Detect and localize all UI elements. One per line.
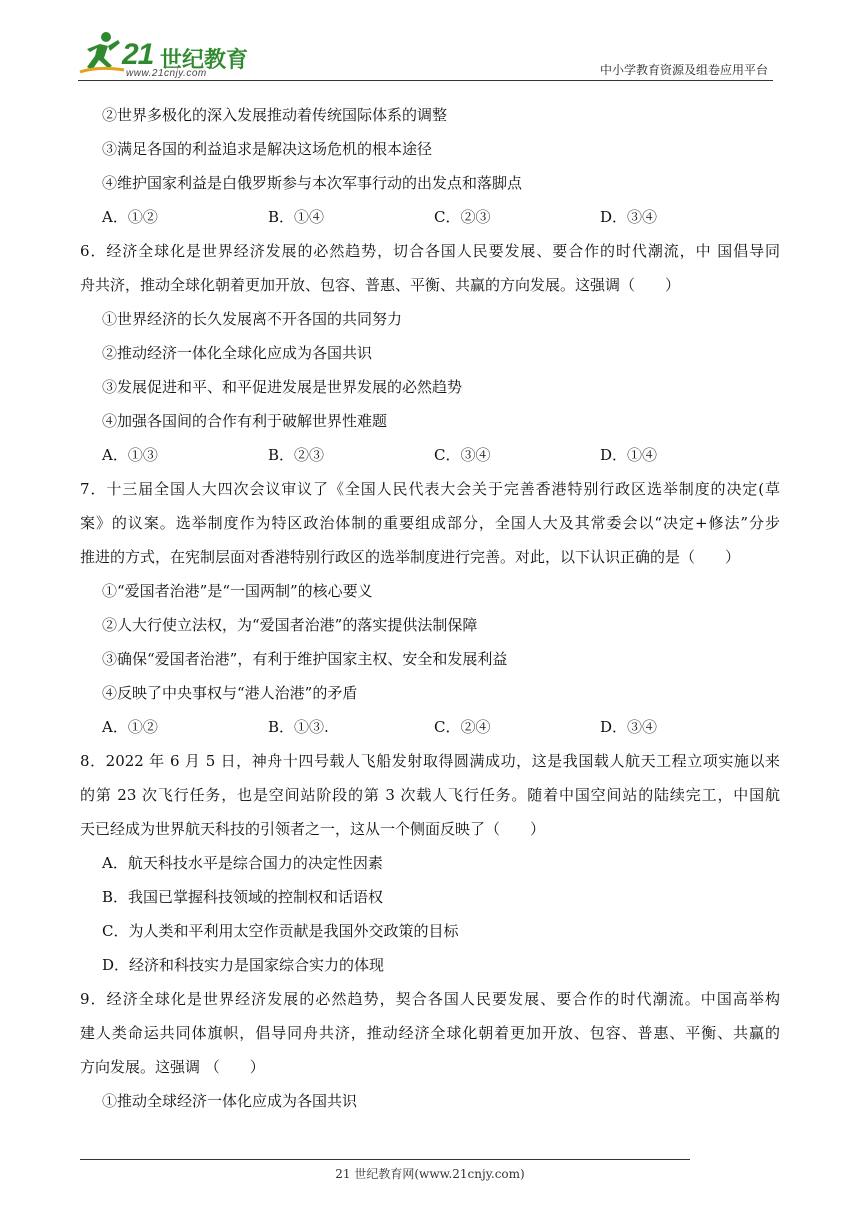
choice-a: A．①②: [102, 718, 158, 736]
option-line: ②人大行使立法权，为“爱国者治港”的落实提供法制保障: [102, 616, 478, 634]
question-7-line: 案》的议案。选举制度作为特区政治体制的重要组成部分，全国人大及其常委会以“决定+修法”分步: [80, 514, 780, 532]
option-line: ③满足各国的利益追求是解决这场危机的根本途径: [102, 140, 433, 158]
header-platform-text: 中小学教育资源及组卷应用平台: [599, 63, 768, 77]
header-divider: [78, 80, 773, 81]
question-6-line: 6．经济全球化是世界经济发展的必然趋势，切合各国人民要发展、要合作的时代潮流，中 国倡导同: [80, 242, 780, 260]
option-line: C．为人类和平利用太空作贡献是我国外交政策的目标: [102, 922, 459, 940]
option-line: B．我国已掌握科技领域的控制权和话语权: [102, 888, 384, 906]
document-body: [80, 98, 780, 1118]
logo-digits: 21: [122, 38, 154, 71]
option-line: A．航天科技水平是综合国力的决定性因素: [102, 854, 383, 872]
footer-divider: [80, 1159, 690, 1160]
site-logo[interactable]: [78, 30, 258, 80]
runner-icon: [78, 30, 126, 76]
choice-d: D．③④: [600, 718, 658, 736]
question-7-line: 推进的方式，在宪制层面对香港特别行政区的选举制度进行完善。对此，以下认识正确的是（ ）: [80, 548, 741, 566]
option-line: ③发展促进和平、和平促进发展是世界发展的必然趋势: [102, 378, 463, 396]
question-8-line: 的第 23 次飞行任务，也是空间站阶段的第 3 次载人飞行任务。随着中国空间站的陆续完工，中国航: [80, 786, 780, 804]
answer-choices: [80, 200, 780, 234]
logo-url-text: www.21cnjy.com: [126, 68, 207, 79]
option-line: ④反映了中央事权与“港人治港”的矛盾: [102, 684, 358, 702]
option-line: ②世界多极化的深入发展推动着传统国际体系的调整: [102, 106, 448, 124]
page-header: [0, 0, 860, 90]
question-9-line: 9．经济全球化是世界经济发展的必然趋势，契合各国人民要发展、要合作的时代潮流。中国高举构: [80, 990, 780, 1008]
question-9-line: 方向发展。这强调 （ ）: [80, 1058, 265, 1076]
question-6-line: 舟共济，推动全球化朝着更加开放、包容、普惠、平衡、共赢的方向发展。这强调（ ）: [80, 276, 681, 294]
option-line: ①世界经济的长久发展离不开各国的共同努力: [102, 310, 403, 328]
choice-b: B．①③.: [268, 718, 329, 736]
choice-c: C．②④: [434, 718, 491, 736]
footer-text[interactable]: 21 世纪教育网(www.21cnjy.com): [335, 1167, 525, 1181]
question-8-line: 8．2022 年 6 月 5 日，神舟十四号载人飞船发射取得圆满成功，这是我国载人航天工程立项实施以来: [80, 752, 780, 770]
option-line: ③确保“爱国者治港”，有利于维护国家主权、安全和发展利益: [102, 650, 508, 668]
question-7-line: 7．十三届全国人大四次会议审议了《全国人民代表大会关于完善香港特别行政区选举制度的决定(草: [80, 480, 780, 498]
question-8-line: 天已经成为世界航天科技的引领者之一，这从一个侧面反映了（ ）: [80, 820, 546, 838]
option-line: ④维护国家利益是白俄罗斯参与本次军事行动的出发点和落脚点: [102, 174, 523, 192]
option-line: ①“爱国者治港”是“一国两制”的核心要义: [102, 582, 373, 600]
option-line: ④加强各国间的合作有利于破解世界性难题: [102, 412, 388, 430]
choice-b: B．②③: [268, 446, 325, 464]
option-line: D．经济和科技实力是国家综合实力的体现: [102, 956, 385, 974]
logo-chinese-text: 世纪教育: [160, 48, 249, 73]
choice-c: C．③④: [434, 446, 491, 464]
choice-c: C．②③: [434, 208, 491, 226]
choice-d: D．①④: [600, 446, 658, 464]
question-9-line: 建人类命运共同体旗帜，倡导同舟共济，推动经济全球化朝着更加开放、包容、普惠、平衡、共赢的: [80, 1024, 780, 1042]
choice-a: A．①③: [102, 446, 158, 464]
answer-choices: [80, 710, 780, 744]
choice-b: B．①④: [268, 208, 325, 226]
choice-d: D．③④: [600, 208, 658, 226]
option-line: ①推动全球经济一体化应成为各国共识: [102, 1092, 358, 1110]
option-line: ②推动经济一体化全球化应成为各国共识: [102, 344, 373, 362]
choice-a: A．①②: [102, 208, 158, 226]
answer-choices: [80, 438, 780, 472]
